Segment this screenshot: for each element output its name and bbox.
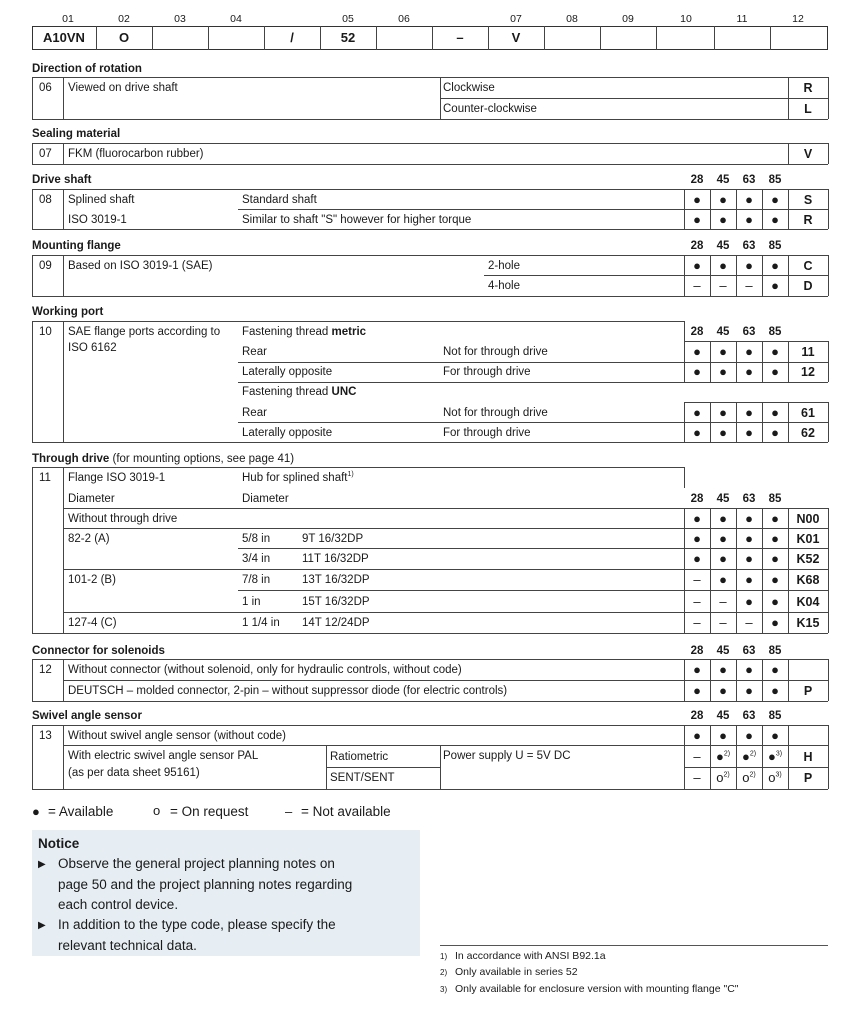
availability-mark: ● <box>719 405 727 420</box>
availability-mark: ● <box>745 551 753 566</box>
hub-diameter: 3/4 in <box>242 553 271 565</box>
option-label: Laterally opposite <box>242 366 333 378</box>
option-code: K68 <box>796 573 820 587</box>
typecode-cell: O <box>118 30 130 45</box>
availability-mark: ● <box>719 364 727 379</box>
option-label: Without swivel angle sensor (without code) <box>68 730 286 742</box>
spline-spec: 13T 16/32DP <box>302 574 370 586</box>
row-number: 12 <box>39 664 52 676</box>
footnote-text: Only available for enclosure version with mounting flange "C" <box>455 983 739 995</box>
notice-text: Observe the general project planning notes on <box>58 856 335 871</box>
typecode-pos: 12 <box>792 13 804 25</box>
availability-mark: ● <box>693 551 701 566</box>
availability-mark: ● <box>771 662 779 677</box>
notice-box <box>32 830 420 956</box>
hub-diameter: 1 1/4 in <box>242 617 280 629</box>
size-header: 28 <box>690 710 704 722</box>
size-header: 28 <box>690 645 704 657</box>
option-label: Without connector (without solenoid, only for hydraulic controls, without code) <box>68 664 462 676</box>
availability-mark: $o^{2)}$ <box>742 770 756 785</box>
footnote-number: 3) <box>440 985 448 994</box>
hub-diameter: 7/8 in <box>242 574 271 586</box>
availability-mark: ● <box>771 212 779 227</box>
option-code: V <box>803 147 813 161</box>
size-header: 45 <box>716 645 730 657</box>
option-note: For through drive <box>443 366 531 378</box>
size-header: 45 <box>716 493 730 505</box>
notice-title: Notice <box>38 836 80 851</box>
availability-mark: ● <box>693 405 701 420</box>
section-title: Mounting flange <box>32 240 121 252</box>
flange-heading: Flange ISO 3019-1 <box>68 472 166 484</box>
footnote-text: Only available in series 52 <box>455 966 578 978</box>
size-header: 63 <box>742 710 756 722</box>
legend-symbol: – <box>285 804 293 819</box>
typecode-pos: 09 <box>622 13 634 25</box>
notice-text: page 50 and the project planning notes regarding <box>58 877 353 892</box>
option-code: K15 <box>796 616 820 630</box>
legend-symbol: o <box>153 803 161 818</box>
option-label: Standard shaft <box>242 194 317 206</box>
size-header: 45 <box>716 240 730 252</box>
availability-mark: – <box>693 749 701 764</box>
availability-mark: – <box>693 594 701 609</box>
row-number: 08 <box>39 194 52 206</box>
availability-mark: ● <box>771 258 779 273</box>
bullet-arrow-icon: ▶ <box>38 920 46 931</box>
option-label: Clockwise <box>443 82 495 94</box>
option-code: K52 <box>796 552 820 566</box>
size-header: 85 <box>768 174 782 186</box>
size-header: 28 <box>690 493 704 505</box>
availability-mark: ● <box>693 662 701 677</box>
row-description: ISO 6162 <box>68 342 117 354</box>
size-header: 45 <box>716 174 730 186</box>
option-code: S <box>803 193 813 207</box>
legend-label: = Not available <box>301 804 391 819</box>
spline-spec: 14T 12/24DP <box>302 617 370 629</box>
section-title: Working port <box>32 306 104 318</box>
option-code: 62 <box>801 426 815 440</box>
notice-text: relevant technical data. <box>58 938 197 953</box>
footnote-text: In accordance with ANSI B92.1a <box>455 950 606 962</box>
typecode-pos: 03 <box>174 13 186 25</box>
availability-mark: ● <box>719 192 727 207</box>
option-label: DEUTSCH – molded connector, 2-pin – without suppressor diode (for electric controls) <box>68 685 508 697</box>
size-header: 63 <box>742 326 756 338</box>
size-header: 85 <box>768 240 782 252</box>
availability-mark: – <box>719 278 727 293</box>
option-code: 12 <box>801 365 815 379</box>
availability-mark: – <box>693 615 701 630</box>
availability-mark: ● <box>693 425 701 440</box>
availability-mark: ● <box>745 344 753 359</box>
availability-mark: ● <box>719 728 727 743</box>
availability-mark: ● <box>719 212 727 227</box>
row-number: 10 <box>39 326 52 338</box>
thread-heading-metric: Fastening thread metric <box>242 326 367 338</box>
size-header: 63 <box>742 493 756 505</box>
size-header: 63 <box>742 174 756 186</box>
availability-mark: ● <box>745 572 753 587</box>
availability-mark: ● <box>719 551 727 566</box>
row-number: 13 <box>39 730 52 742</box>
option-note: Not for through drive <box>443 346 548 358</box>
availability-mark: ● <box>719 258 727 273</box>
option-code: D <box>803 279 813 293</box>
section-title: Swivel angle sensor <box>32 710 142 722</box>
option-note: Not for through drive <box>443 407 548 419</box>
availability-mark: ● <box>771 511 779 526</box>
availability-mark: ● <box>745 212 753 227</box>
typecode-pos: 10 <box>680 13 692 25</box>
availability-mark: ● <box>693 344 701 359</box>
availability-mark: – <box>745 278 753 293</box>
flange-group: 127-4 (C) <box>68 617 117 629</box>
typecode-pos: 01 <box>62 13 74 25</box>
availability-mark: ● <box>745 425 753 440</box>
availability-mark: – <box>693 572 701 587</box>
availability-mark: ● <box>745 594 753 609</box>
hub-heading: Hub for splined shaft$^{1)}$ <box>242 471 354 484</box>
option-label: Laterally opposite <box>242 427 333 439</box>
availability-mark: – <box>719 594 727 609</box>
availability-mark: – <box>745 615 753 630</box>
spline-spec: 15T 16/32DP <box>302 596 370 608</box>
availability-mark: ● <box>745 258 753 273</box>
notice-text: each control device. <box>58 897 179 912</box>
option-label: SENT/SENT <box>330 772 395 784</box>
spline-spec: 11T 16/32DP <box>302 553 369 565</box>
availability-mark: ● <box>693 683 701 698</box>
typecode-pos: 06 <box>398 13 410 25</box>
option-code: H <box>803 750 813 764</box>
flange-group: 82-2 (A) <box>68 533 110 545</box>
availability-mark: ● <box>719 572 727 587</box>
typecode-cell: – <box>456 30 464 45</box>
availability-mark: ● <box>745 662 753 677</box>
row-description: Based on ISO 3019-1 (SAE) <box>68 260 213 272</box>
size-header: 63 <box>742 240 756 252</box>
availability-mark: ● <box>771 344 779 359</box>
section-title: Sealing material <box>32 128 121 140</box>
availability-mark: ● <box>719 683 727 698</box>
availability-mark: ● <box>693 192 701 207</box>
size-header: 28 <box>690 240 704 252</box>
availability-mark: ● <box>745 683 753 698</box>
typecode-pos: 08 <box>566 13 578 25</box>
availability-mark: – <box>693 770 701 785</box>
option-label: Similar to shaft "S" however for higher torque <box>242 214 472 226</box>
section-title: Drive shaft <box>32 174 92 186</box>
typecode-cell: A10VN <box>43 30 85 45</box>
availability-mark: ● <box>719 511 727 526</box>
option-label: 2-hole <box>488 260 520 272</box>
option-code: C <box>803 259 813 273</box>
availability-mark: ● <box>745 405 753 420</box>
option-note: For through drive <box>443 427 531 439</box>
section-title: Through drive (for mounting options, see page 41) <box>32 453 295 465</box>
size-header: 85 <box>768 710 782 722</box>
availability-mark: ● <box>745 192 753 207</box>
option-code: P <box>803 684 813 698</box>
availability-mark: ● <box>771 683 779 698</box>
option-label: Rear <box>242 407 267 419</box>
row-description: (as per data sheet 95161) <box>68 767 200 779</box>
availability-mark: ● <box>745 511 753 526</box>
row-number: 06 <box>39 82 52 94</box>
availability-mark: ●$^{2)}$ <box>741 749 757 764</box>
notice-text: In addition to the type code, please specify the <box>58 917 336 932</box>
availability-mark: ● <box>693 212 701 227</box>
size-header: 85 <box>768 326 782 338</box>
typecode-cell: / <box>290 30 294 45</box>
option-code: 61 <box>801 406 815 420</box>
availability-mark: ● <box>719 662 727 677</box>
legend-label: = Available <box>48 804 114 819</box>
option-code: R <box>803 81 813 95</box>
availability-mark: ● <box>693 364 701 379</box>
availability-mark: ● <box>693 258 701 273</box>
typecode-pos: 11 <box>736 13 748 25</box>
availability-mark: – <box>719 615 727 630</box>
option-code: K04 <box>796 595 820 609</box>
availability-mark: ● <box>771 405 779 420</box>
option-code: R <box>803 213 813 227</box>
size-header: 45 <box>716 710 730 722</box>
size-header: 28 <box>690 326 704 338</box>
size-header: 45 <box>716 326 730 338</box>
availability-mark: ● <box>771 551 779 566</box>
availability-mark: ● <box>693 728 701 743</box>
diameter-heading: Diameter <box>242 493 289 505</box>
option-label: Ratiometric <box>330 751 389 763</box>
availability-mark: ● <box>771 278 779 293</box>
availability-mark: ● <box>771 728 779 743</box>
row-description: ISO 3019-1 <box>68 214 127 226</box>
option-label: Without through drive <box>68 513 178 525</box>
availability-mark: ● <box>771 425 779 440</box>
legend-label: = On request <box>170 804 249 819</box>
availability-mark: ● <box>745 364 753 379</box>
availability-mark: ● <box>771 594 779 609</box>
typecode-cell: V <box>511 30 521 45</box>
spline-spec: 9T 16/32DP <box>302 533 364 545</box>
row-description: Viewed on drive shaft <box>68 82 178 94</box>
availability-mark: ● <box>771 531 779 546</box>
typecode-pos: 07 <box>510 13 522 25</box>
option-label: 4-hole <box>488 280 520 292</box>
option-code: 11 <box>801 345 815 359</box>
availability-mark: ● <box>771 192 779 207</box>
availability-mark: ● <box>719 531 727 546</box>
row-number: 07 <box>39 148 52 160</box>
availability-mark: $o^{3)}$ <box>768 770 782 785</box>
size-header: 85 <box>768 493 782 505</box>
hub-diameter: 1 in <box>242 596 261 608</box>
availability-mark: ● <box>771 364 779 379</box>
bullet-arrow-icon: ▶ <box>38 859 46 870</box>
typecode-cell: 52 <box>340 30 356 45</box>
option-code: N00 <box>796 512 820 526</box>
row-number: 09 <box>39 260 52 272</box>
availability-mark: – <box>693 278 701 293</box>
availability-mark: ● <box>693 511 701 526</box>
availability-mark: ● <box>719 425 727 440</box>
flange-group: 101-2 (B) <box>68 574 116 586</box>
typecode-pos: 02 <box>118 13 130 25</box>
row-description: Splined shaft <box>68 194 135 206</box>
legend-symbol: ● <box>32 804 40 819</box>
size-header: 63 <box>742 645 756 657</box>
option-code: P <box>803 771 813 785</box>
section-title: Direction of rotation <box>32 63 142 75</box>
typecode-pos: 04 <box>230 13 242 25</box>
option-label: Rear <box>242 346 267 358</box>
availability-mark: ● <box>745 728 753 743</box>
option-code: K01 <box>796 532 820 546</box>
option-code: L <box>804 102 812 116</box>
availability-mark: $o^{2)}$ <box>716 770 730 785</box>
row-description: FKM (fluorocarbon rubber) <box>68 148 204 160</box>
availability-mark: ● <box>719 344 727 359</box>
footnote-number: 2) <box>440 968 448 977</box>
availability-mark: ● <box>771 615 779 630</box>
availability-mark: ● <box>745 531 753 546</box>
section-title: Connector for solenoids <box>32 645 165 657</box>
hub-diameter: 5/8 in <box>242 533 271 545</box>
availability-mark: ● <box>771 572 779 587</box>
availability-mark: ●$^{2)}$ <box>715 749 731 764</box>
size-header: 28 <box>690 174 704 186</box>
row-number: 11 <box>39 472 51 484</box>
availability-mark: ●$^{3)}$ <box>767 749 783 764</box>
availability-mark: ● <box>693 531 701 546</box>
diameter-heading: Diameter <box>68 493 115 505</box>
row-description: With electric swivel angle sensor PAL <box>68 750 259 762</box>
thread-heading-unc: Fastening thread UNC <box>242 386 357 398</box>
size-header: 85 <box>768 645 782 657</box>
option-label: Counter-clockwise <box>443 103 537 115</box>
footnote-number: 1) <box>440 952 448 961</box>
typecode-pos: 05 <box>342 13 354 25</box>
row-description: SAE flange ports according to <box>68 326 221 338</box>
power-supply-note: Power supply U = 5V DC <box>443 750 571 762</box>
